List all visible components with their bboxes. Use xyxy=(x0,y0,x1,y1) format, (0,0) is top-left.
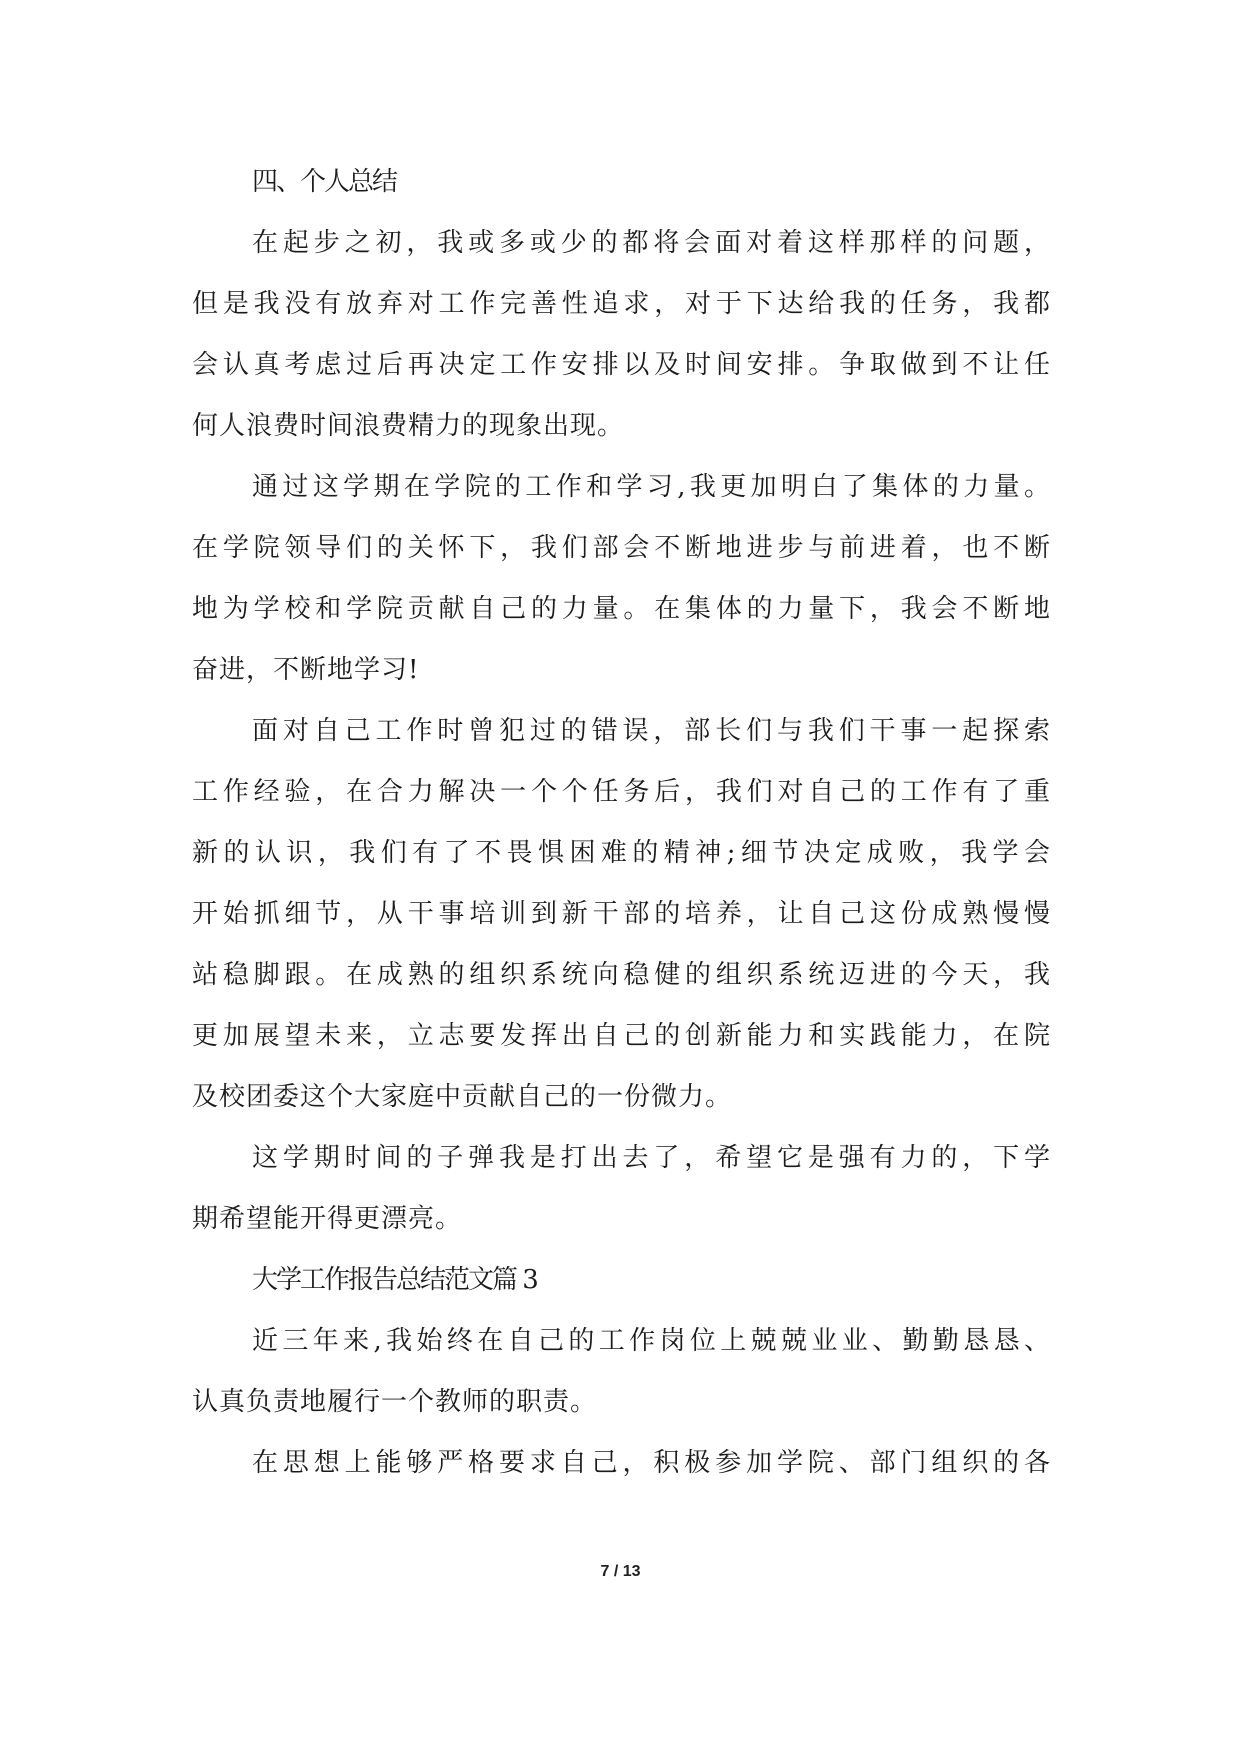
text-line: 通过这学期在学院的工作和学习,我更加明白了集体的力量。 xyxy=(252,472,1050,502)
text-line: 在思想上能够严格要求自己，积极参加学院、部门组织的各 xyxy=(252,1448,1050,1478)
paragraph-2 xyxy=(192,457,1050,701)
text-line: 近三年来,我始终在自己的工作岗位上兢兢业业、勤勤恳恳、 xyxy=(252,1326,1050,1356)
paragraph-1 xyxy=(192,213,1050,457)
page-content xyxy=(192,152,1050,1494)
text-line: 奋进，不断地学习! xyxy=(192,655,420,685)
article-paragraph-2 xyxy=(192,1433,1050,1494)
paragraph-3 xyxy=(192,701,1050,1128)
text-line: 站稳脚跟。在成熟的组织系统向稳健的组织系统迈进的今天，我 xyxy=(192,960,1050,990)
text-line: 及校团委这个大家庭中贡献自己的一份微力。 xyxy=(192,1082,733,1112)
text-line: 会认真考虑过后再决定工作安排以及时间安排。争取做到不让任 xyxy=(192,350,1050,380)
article-title: 大学工作报告总结范文篇 3 xyxy=(252,1265,537,1295)
text-line: 开始抓细节，从干事培训到新干部的培养，让自己这份成熟慢慢 xyxy=(192,899,1050,929)
text-line: 这学期时间的子弹我是打出去了，希望它是强有力的，下学 xyxy=(252,1143,1050,1173)
text-line: 工作经验，在合力解决一个个任务后，我们对自己的工作有了重 xyxy=(192,777,1050,807)
section-heading: 四、个人总结 xyxy=(252,167,397,197)
text-line: 更加展望未来，立志要发挥出自己的创新能力和实践能力，在院 xyxy=(192,1021,1050,1051)
text-line: 新的认识，我们有了不畏惧困难的精神;细节决定成败，我学会 xyxy=(192,838,1050,868)
text-line: 在学院领导们的关怀下，我们部会不断地进步与前进着，也不断 xyxy=(192,533,1050,563)
article-paragraph-1 xyxy=(192,1311,1050,1433)
text-line: 认真负责地履行一个教师的职责。 xyxy=(192,1387,598,1417)
text-line: 在起步之初，我或多或少的都将会面对着这样那样的问题， xyxy=(252,228,1050,258)
page-number: 7 / 13 xyxy=(600,1563,641,1580)
paragraph-4 xyxy=(192,1128,1050,1250)
text-line: 但是我没有放弃对工作完善性追求，对于下达给我的任务，我都 xyxy=(192,289,1050,319)
text-line: 地为学校和学院贡献自己的力量。在集体的力量下，我会不断地 xyxy=(192,594,1050,624)
text-line: 期希望能开得更漂亮。 xyxy=(192,1204,463,1234)
text-line: 面对自己工作时曾犯过的错误，部长们与我们干事一起探索 xyxy=(252,716,1050,746)
text-line: 何人浪费时间浪费精力的现象出现。 xyxy=(192,411,625,441)
